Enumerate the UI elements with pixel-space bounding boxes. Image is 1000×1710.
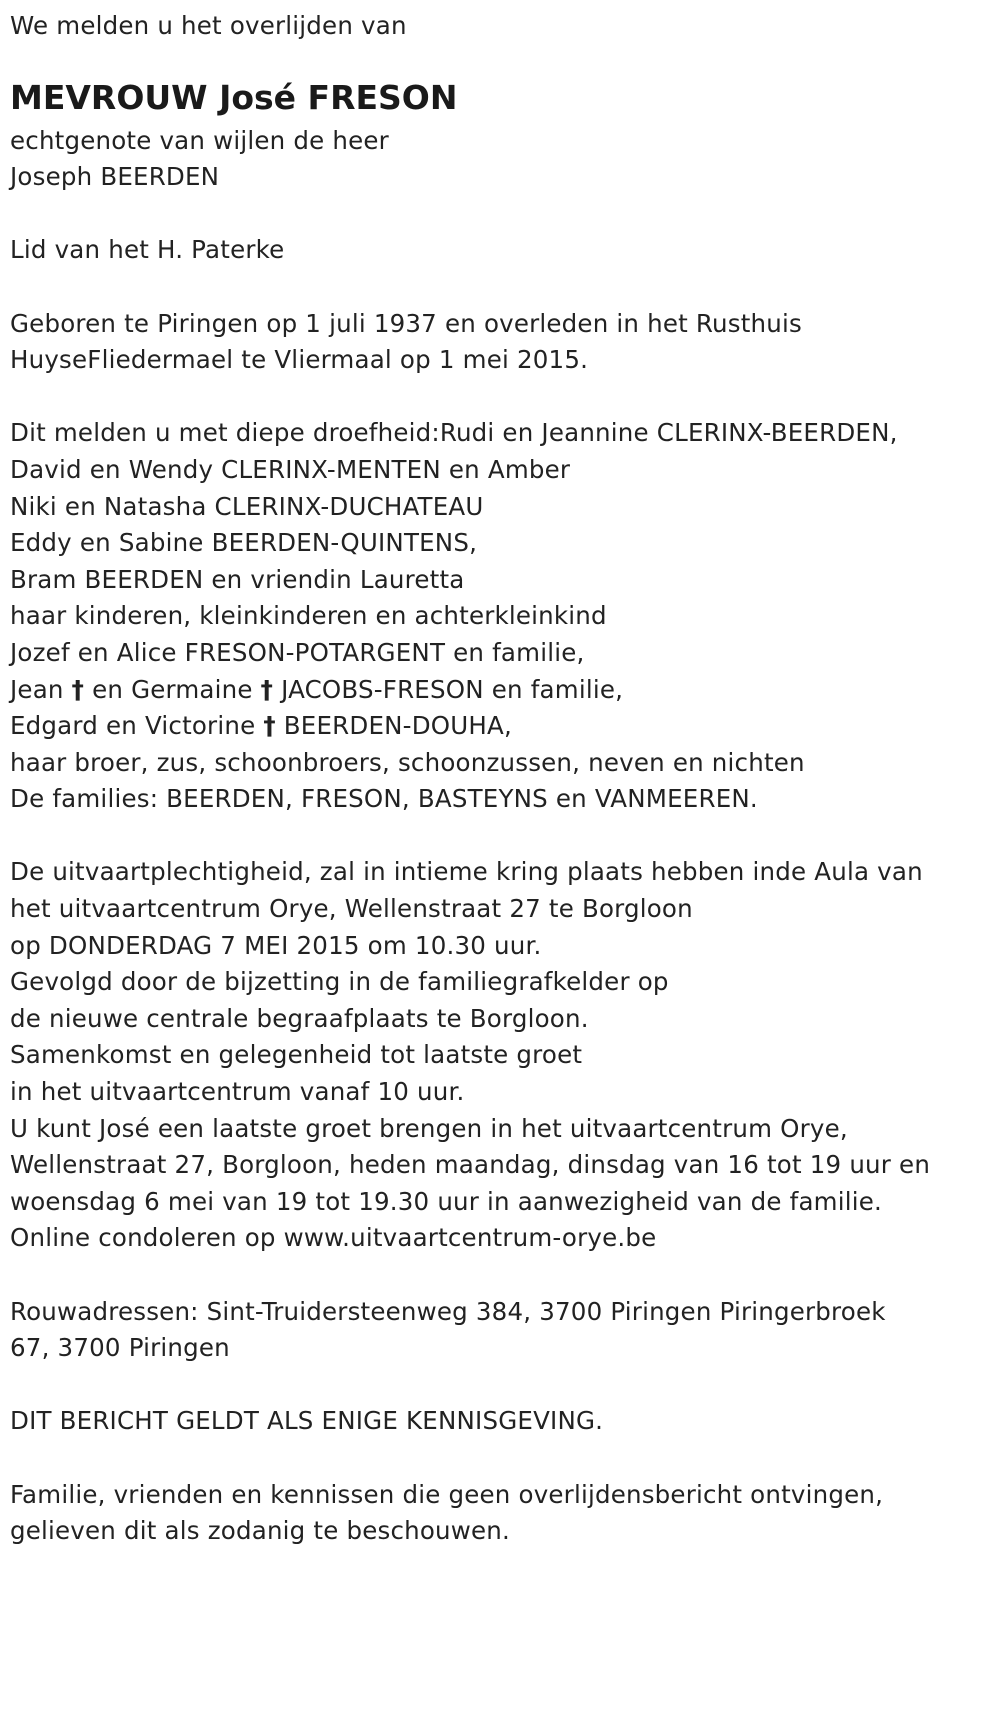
spacer [10,269,1000,306]
mourners-line-2: David en Wendy CLERINX-MENTEN en Amber [10,454,571,484]
mourners-line-8-part-c: JACOBS-FRESON en familie, [273,674,624,704]
cross-icon: † [71,674,85,704]
mourners-line-8 [10,672,1000,709]
addresses-line-1: Rouwadressen: Sint-Truidersteenweg 384, 3700 Piringen Piringerbroek [10,1296,886,1326]
mourners-line-4: Eddy en Sabine BEERDEN-QUINTENS, [10,528,478,558]
intro-text: We melden u het overlijden van [10,11,407,40]
mourners-line-10: haar broer, zus, schoonbroers, schoonzussen, neven en nichten [10,747,805,777]
mourners-line-1: Dit melden u met diepe droefheid:Rudi en Jeannine CLERINX-BEERDEN, [10,418,898,448]
spacer [10,196,1000,233]
spouse-line-1: echtgenote van wijlen de heer [10,125,389,155]
spacer [10,1367,1000,1404]
mourners-line-9-part-a: Edgard en Victorine [10,711,264,741]
birth-death-line-2: HuyseFliedermael te Vliermaal op 1 mei 2015. [10,345,589,375]
mourners-line-3: Niki en Natasha CLERINX-DUCHATEAU [10,491,484,521]
ceremony-line-4: Gevolgd door de bijzetting in de familiegrafkelder op [10,967,669,997]
closing-line-2: gelieven dit als zodanig te beschouwen. [10,1516,511,1546]
membership-text: Lid van het H. Paterke [10,235,285,265]
mourners-line-7: Jozef en Alice FRESON-POTARGENT en familie, [10,637,585,667]
cross-icon: † [260,674,274,704]
spacer [10,379,1000,416]
mourners-line-8-part-a: Jean [10,674,72,704]
official-notice: DIT BERICHT GELDT ALS ENIGE KENNISGEVING. [10,1406,604,1436]
spacer [10,818,1000,855]
mourners-line-9-part-b: BEERDEN-DOUHA, [275,711,512,741]
ceremony-line-6: Samenkomst en gelegenheid tot laatste groet [10,1040,583,1070]
mourners-line-5: Bram BEERDEN en vriendin Lauretta [10,564,465,594]
ceremony-line-3: op DONDERDAG 7 MEI 2015 om 10.30 uur. [10,930,542,960]
spouse-line-2: Joseph BEERDEN [10,162,220,192]
cross-icon: † [263,711,276,741]
deceased-name: MEVROUW José FRESON [10,77,458,117]
birth-death-line-1: Geboren te Piringen op 1 juli 1937 en overleden in het Rusthuis [10,308,802,338]
spacer [10,1257,1000,1294]
ceremony-line-1: De uitvaartplechtigheid, zal in intieme kring plaats hebben inde Aula van [10,857,923,887]
ceremony-line-8: U kunt José een laatste groet brengen in het uitvaartcentrum Orye, [10,1113,848,1143]
mourners-line-8-part-b: en Germaine [84,674,261,704]
ceremony-line-5: de nieuwe centrale begraafplaats te Borgloon. [10,1003,589,1033]
mourners-line-9 [10,708,1000,745]
ceremony-line-10: woensdag 6 mei van 19 tot 19.30 uur in aanwezigheid van de familie. [10,1186,883,1216]
ceremony-line-9: Wellenstraat 27, Borgloon, heden maandag, dinsdag van 16 tot 19 uur en [10,1150,931,1180]
ceremony-line-11: Online condoleren op www.uitvaartcentrum-orye.be [10,1223,657,1253]
mourners-line-11: De families: BEERDEN, FRESON, BASTEYNS en VANMEEREN. [10,784,758,814]
addresses-line-2: 67, 3700 Piringen [10,1333,230,1363]
mourners-line-6: haar kinderen, kleinkinderen en achterkleinkind [10,601,607,631]
spacer [10,1440,1000,1477]
ceremony-line-2: het uitvaartcentrum Orye, Wellenstraat 27 te Borgloon [10,894,693,924]
closing-line-1: Familie, vrienden en kennissen die geen overlijdensbericht ontvingen, [10,1479,884,1509]
ceremony-line-7: in het uitvaartcentrum vanaf 10 uur. [10,1077,465,1107]
